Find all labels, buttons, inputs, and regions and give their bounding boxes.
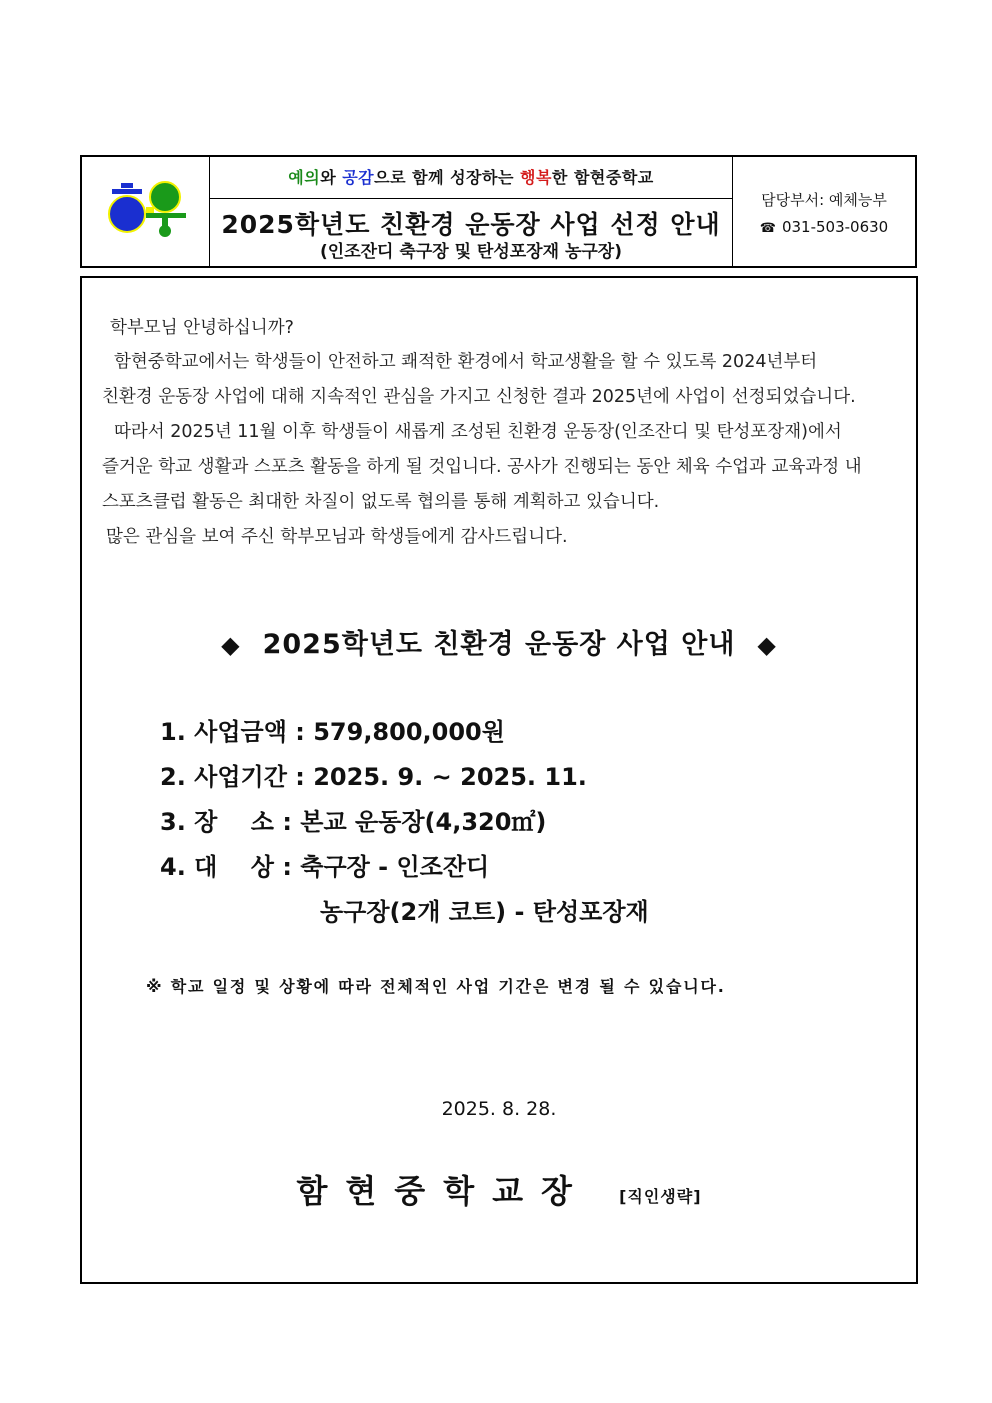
closing-paragraph: 많은 관심을 보여 주신 학부모님과 학생들에게 감사드립니다. bbox=[106, 527, 568, 547]
item-budget: 1. 사업금액 : 579,800,000원 bbox=[160, 718, 505, 746]
motto-text: 으로 함께 성장하는 bbox=[374, 168, 520, 187]
signer bbox=[82, 1166, 916, 1212]
motto-empathy: 공감 bbox=[342, 168, 375, 187]
school-logo bbox=[106, 179, 186, 239]
body-paragraph: 함현중학교에서는 학생들이 안전하고 쾌적한 환경에서 학교생활을 할 수 있도록 2024년부터 bbox=[114, 352, 818, 372]
body-paragraph: 따라서 2025년 11월 이후 학생들이 새롭게 조성된 친환경 운동장(인조잔디 및 탄성포장재)에서 bbox=[114, 422, 842, 442]
body-paragraph: 친환경 운동장 사업에 대해 지속적인 관심을 가지고 신청한 결과 2025년에 사업이 선정되었습니다. bbox=[102, 387, 856, 407]
seal-note: [직인생략] bbox=[619, 1187, 702, 1206]
title-cell bbox=[210, 157, 733, 266]
motto-text: 와 bbox=[320, 168, 343, 187]
item-period: 2. 사업기간 : 2025. 9. ~ 2025. 11. bbox=[160, 763, 587, 791]
logo-cell bbox=[82, 157, 210, 266]
contact-cell bbox=[733, 157, 915, 266]
school-motto bbox=[210, 157, 732, 199]
body-paragraph: 스포츠클럽 활동은 최대한 차질이 없도록 협의를 통해 계획하고 있습니다. bbox=[102, 492, 660, 512]
item-location: 3. 장 소 : 본교 운동장(4,320㎡) bbox=[160, 808, 547, 836]
section-title-text: 2025학년도 친환경 운동장 사업 안내 bbox=[262, 629, 736, 660]
document-body bbox=[80, 276, 918, 1284]
phone-number: 031-503-0630 bbox=[781, 218, 889, 236]
motto-text: 한 함현중학교 bbox=[551, 168, 654, 187]
motto-courtesy: 예의 bbox=[288, 168, 321, 187]
item-target: 4. 대 상 : 축구장 - 인조잔디 bbox=[160, 853, 490, 881]
diamond-icon: ◆ bbox=[757, 631, 777, 659]
signer-name: 함현중학교장 bbox=[296, 1172, 590, 1210]
telephone-icon: ☎ bbox=[759, 221, 776, 236]
issue-date: 2025. 8. 28. bbox=[441, 1098, 557, 1120]
item-target-continued: 농구장(2개 코트) - 탄성포장재 bbox=[320, 898, 649, 926]
document-subtitle: (인조잔디 축구장 및 탄성포장재 농구장) bbox=[320, 242, 622, 262]
department-label: 담당부서: 예체능부 bbox=[761, 191, 887, 209]
greeting: 학부모님 안녕하십니까? bbox=[110, 318, 294, 338]
notice: ※ 학교 일정 및 상황에 따라 전체적인 사업 기간은 변경 될 수 있습니다. bbox=[146, 977, 726, 996]
document-title: 2025학년도 친환경 운동장 사업 선정 안내 bbox=[221, 210, 721, 239]
header-table bbox=[80, 155, 917, 268]
diamond-icon: ◆ bbox=[221, 631, 241, 659]
section-title bbox=[82, 622, 916, 661]
phone-line bbox=[733, 218, 915, 236]
motto-happiness: 행복 bbox=[520, 168, 552, 187]
body-paragraph: 즐거운 학교 생활과 스포츠 활동을 하게 될 것입니다. 공사가 진행되는 동안 체육 수업과 교육과정 내 bbox=[102, 457, 862, 477]
